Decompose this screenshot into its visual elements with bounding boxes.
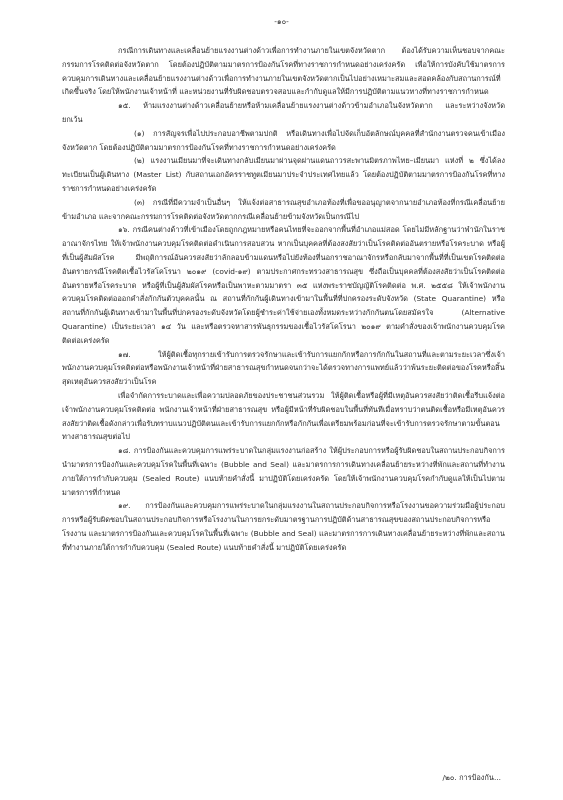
paragraph: ๑๙. การป้องกันและควบคุมการแพร่ระบาดในกลุ่มแรงงานในสถานประกอบกิจการหรือโรงงานขอความร่วมมือผู้ประกอบการหรือผู้รับผิดชอบในสถานประกอบกิจการหรือโรงงานในการยกระดับมาตรฐานการปฏิบัติด้านสาธารณสุขของสถานประกอบกิจการหรือโรงงาน และมาตรการป้องกันและควบคุมโรคในพื้นที่เฉพาะ (Bubble and Seal) และมาตรการการเดินทางเคลื่อนย้ายระหว่างที่พักและสถานที่ทำงานภายใต้การกำกับควบคุม (Sealed Route) แนบท้ายคำสั่งนี้ มาปฏิบัติโดยเคร่งครัด [62,501,505,552]
paragraph: ๑๕. ห้ามแรงงานต่างด้าวเคลื่อนย้ายหรือห้ามเคลื่อนย้ายแรงงานต่างด้าวข้ามอำเภอในจังหวัดตาก และระหว่างจังหวัด ยกเว้น [62,101,505,124]
paragraph: ๑๗. ให้ผู้ติดเชื้อทุกรายเข้ารับการตรวจรักษาและเข้ารับการแยกกักหรือการกักกันในสถานที่และตามระยะเวลาซึ่งเจ้าพนักงานควบคุมโรคติดต่อหรือพนักงานเจ้าหน้าที่ฝ่ายสาธารณสุขกำหนดจนกว่าจะได้ตรวจทางการแพทย์แล้วว่าพ้นระยะติดต่อของโรคหรือสิ้นสุดเหตุอันควรสงสัยว่าเป็นโรค [62,349,505,387]
page-number: -๑๐- [274,17,289,26]
paragraph: (๑) การสัญจรเพื่อไปประกอบอาชีพตามปกติ หรือเดินทางเพื่อไปจัดเก็บอัตลักษณ์บุคคลที่สำนักงานตรวจคนเข้าเมืองจังหวัดตาก โดยต้องปฏิบัติตามมาตรการป้องกันโรคที่ทางราชการกำหนดอย่างเคร่งครัด [62,128,505,152]
paragraph: (๒) แรงงานเมียนมาที่จะเดินทางกลับเมียนมาผ่านจุดผ่านแดนถาวรสะพานมิตรภาพไทย–เมียนมา แห่งที่ ๒ ซึ่งได้ลงทะเบียนเป็นผู้เดินทาง (Master List) กับสถานเอกอัครราชทูตเมียนมาประจำประเทศไทยแล้ว โดยต้องปฏิบัติตามมาตรการป้องกันโรคที่ทางราชการกำหนดอย่างเคร่งครัด [62,156,505,193]
paragraph: กรณีการเดินทางและเคลื่อนย้ายแรงงานต่างด้าวเพื่อการทำงานภายในเขตจังหวัดตาก ต้องได้รับความเห็นชอบจากคณะกรรมการโรคติดต่อจังหวัดตาก โดยต้องปฏิบัติตามมาตรการป้องกันโรคที่ทางราชการกำหนดอย่างเคร่งครัด เพื่อให้การบังคับใช้มาตรการควบคุมการเดินทางและเคลื่อนย้ายแรงงานต่างด้าวเพื่อการทำงานภายในเขตจังหวัดตากเป็นไปอย่างเหมาะสมและสอดคล้องกับสถานการณ์ที่เกิดขึ้นจริง โดยให้พนักงานเจ้าหน้าที่ และหน่วยงานที่รับผิดชอบตรวจสอบและกำกับดูแลให้มีการปฏิบัติตามแนวทางที่ทางราชการกำหนด [62,46,505,97]
document-body [62,44,505,554]
paragraph: (๓) กรณีที่มีความจำเป็นอื่นๆ ให้แจ้งต่อสาธารณสุขอำเภอท้องที่เพื่อขออนุญาตจากนายอำเภอท้องที่กรณีเคลื่อนย้ายข้ามอำเภอ และจากคณะกรรมการโรคติดต่อจังหวัดตากกรณีเคลื่อนย้ายข้ามจังหวัดเป็นกรณีไป [62,197,505,221]
paragraph: เพื่อจำกัดการระบาดและเพื่อความปลอดภัยของประชาชนส่วนรวม ให้ผู้ติดเชื้อหรือผู้ที่มีเหตุอันควรสงสัยว่าติดเชื้อรีบแจ้งต่อเจ้าพนักงานควบคุมโรคติดต่อ พนักงานเจ้าหน้าที่ฝ่ายสาธารณสุข หรือผู้มีหน้าที่รับผิดชอบในพื้นที่ทันทีเมื่อทราบว่าตนติดเชื้อหรือมีเหตุอันควรสงสัยว่าติดเชื้อดังกล่าวเพื่อรับทราบแนวปฏิบัติตนและเข้ารับการแยกกักหรือกักกันเพื่อเตรียมพร้อมก่อนที่จะเข้ารับการตรวจรักษาตามขั้นตอนทางสาธารณสุขต่อไป [62,390,505,442]
paragraph: ๑๘. การป้องกันและควบคุมการแพร่ระบาดในกลุ่มแรงงานก่อสร้าง ให้ผู้ประกอบการหรือผู้รับผิดชอบในสถานประกอบกิจการนำมาตรการป้องกันและควบคุมโรคในพื้นที่เฉพาะ (Bubble and Seal) และมาตรการการเดินทางเคลื่อนย้ายระหว่างที่พักและสถานที่ทำงานภายใต้การกำกับควบคุม (Sealed Route) แนบท้ายคำสั่งนี้ มาปฏิบัติโดยเคร่งครัด โดยให้เจ้าพนักงานควบคุมโรคกำกับดูแลให้เป็นไปตามมาตรการที่กำหนด [62,446,505,497]
paragraph: ๑๖. กรณีคนต่างด้าวที่เข้าเมืองโดยถูกกฎหมายหรือคนไทยที่จะออกจากพื้นที่อำเภอแม่สอด โดยไม่มีหลักฐานว่าพำนักในราชอาณาจักรไทย ให้เจ้าพนักงานควบคุมโรคติดต่อดำเนินการสอบสวน หากเป็นบุคคลที่ต้องสงสัยว่าเป็นโรคติดต่ออันตรายหรือโรคระบาด หรือผู้ที่เป็นผู้สัมผัสโรค มีพฤติการณ์อันควรสงสัยว่าลักลอบข้ามแดนหรือไปยังท้องที่นอกราชอาณาจักรหรือกลับมาจากพื้นที่ที่เป็นเขตโรคติดต่ออันตรายกรณีโรคติดเชื้อไวรัสโคโรนา ๒๐๑๙ (covid-๑๙) ตามประกาศกระทรวงสาธารณสุข ซึ่งถือเป็นบุคคลที่ต้องสงสัยว่าเป็นโรคติดต่ออันตรายหรือโรคระบาด หรือผู้ที่เป็นผู้สัมผัสโรคหรือเป็นพาหะตามมาตรา ๓๕ แห่งพระราชบัญญัติโรคติดต่อ พ.ศ. ๒๕๕๘ ให้เจ้าพนักงานควบคุมโรคติดต่อออกคำสั่งกักกันตัวบุคคลนั้น ณ สถานที่กักกันผู้เดินทางเข้ามาในพื้นที่ที่ปกครองระดับจังหวัด (State Quarantine) หรือ สถานที่กักกันผู้เดินทางเข้ามาในพื้นที่ปกครองระดับจังหวัดโดยผู้ชำระค่าใช้จ่ายเองทั้งหมดระหว่างกักกันตนโดยสมัครใจ (Alternative Quarantine) เป็นระยะเวลา ๑๔ วัน และหรือตรวจหาสารพันธุกรรมของเชื้อไวรัสโคโรนา ๒๐๑๙ ตามคำสั่งของเจ้าพนักงานควบคุมโรคติดต่อเคร่งครัด [62,225,505,345]
continuation-text: /๒๐. การป้องกัน... [442,773,501,782]
